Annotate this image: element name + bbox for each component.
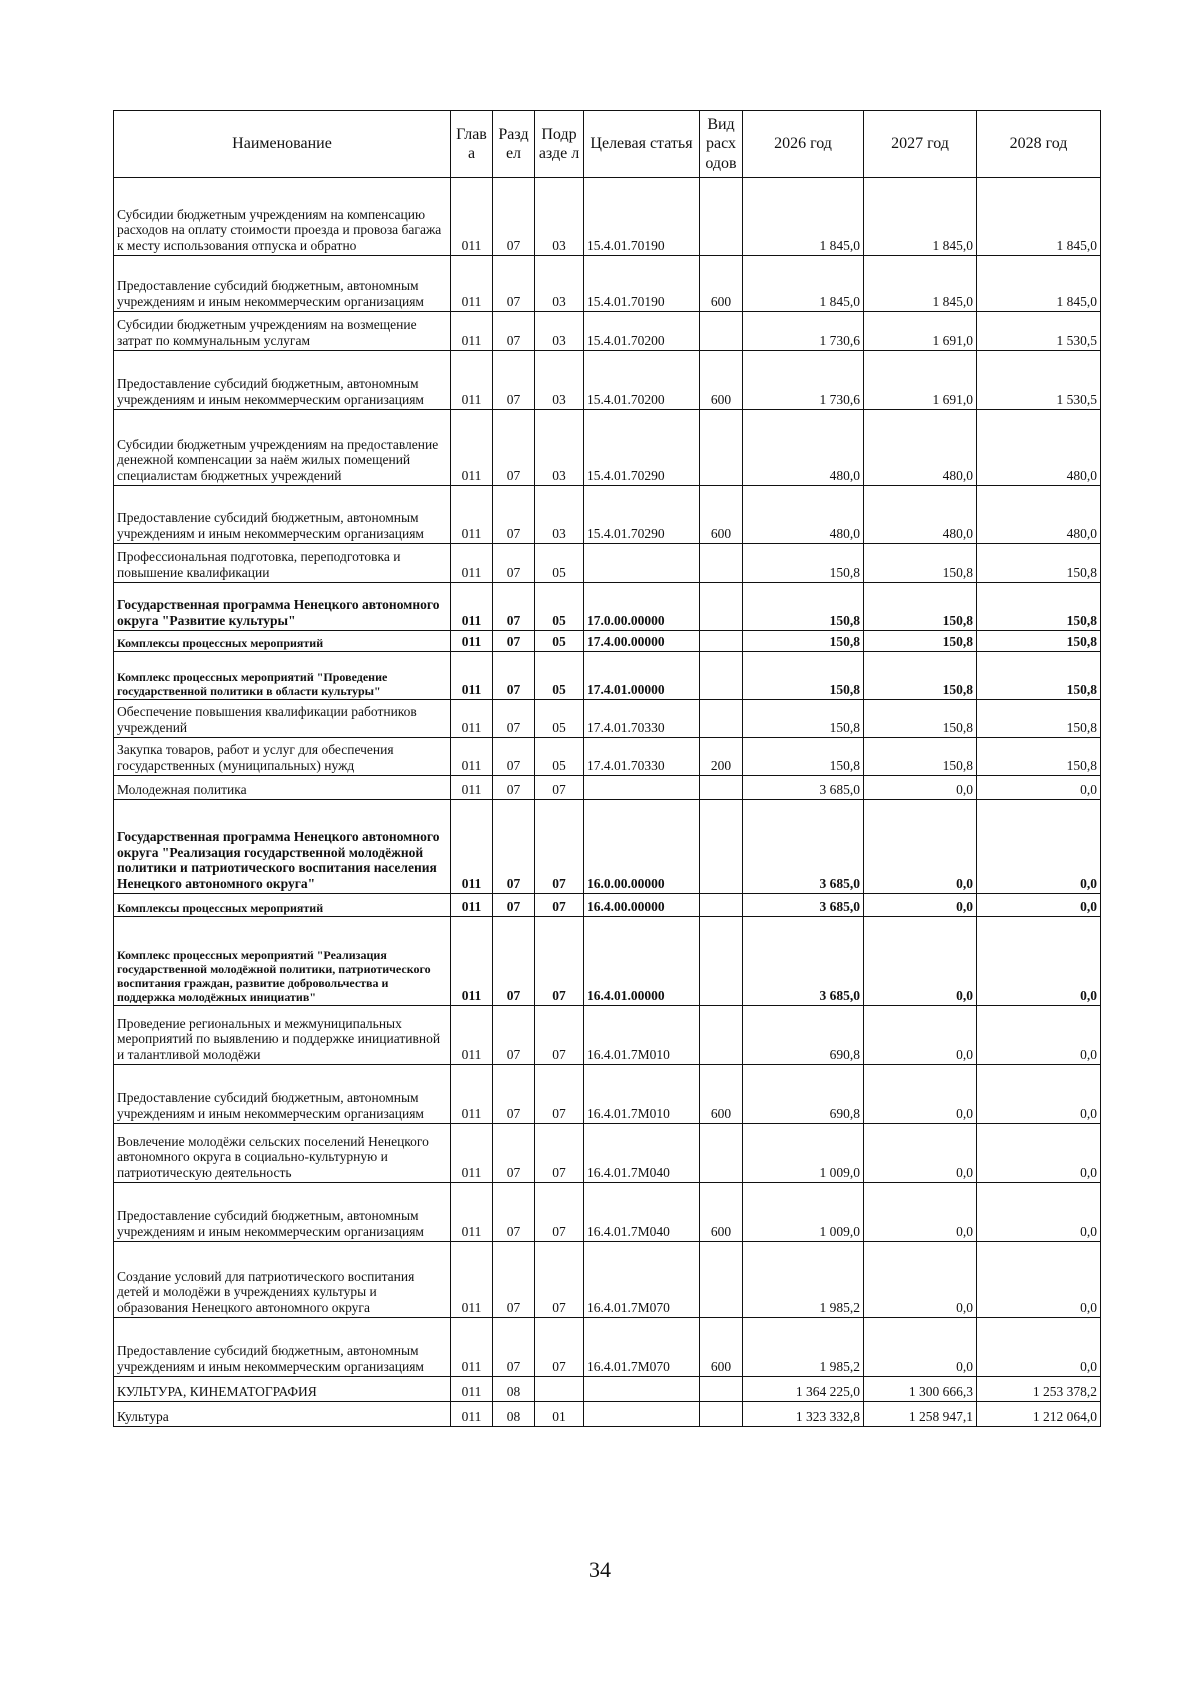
row-glava: 011 — [451, 178, 493, 256]
row-podrazdel: 03 — [535, 178, 584, 256]
row-value-2026: 1 009,0 — [743, 1183, 864, 1242]
header-year-2028: 2028 год — [977, 111, 1101, 178]
row-glava: 011 — [451, 486, 493, 544]
row-name: Субсидии бюджетным учреждениям на компенсацию расходов на оплату стоимости проезда и провоза багажа к месту использования отпуска и обратно — [114, 178, 451, 256]
row-name: Комплекс процессных мероприятий "Реализация государственной молодёжной политики, патриотического воспитания граждан, развитие добровольчества и поддержка молодёжных инициатив" — [114, 917, 451, 1006]
row-value-2028: 0,0 — [977, 1124, 1101, 1183]
row-glava: 011 — [451, 1242, 493, 1318]
row-razdel: 07 — [493, 776, 535, 800]
row-podrazdel: 07 — [535, 800, 584, 894]
row-name: Закупка товаров, работ и услуг для обеспечения государственных (муниципальных) нужд — [114, 738, 451, 776]
table-row — [114, 544, 1101, 583]
row-name: Культура — [114, 1402, 451, 1427]
row-name: Предоставление субсидий бюджетным, автономным учреждениям и иным некоммерческим организациям — [114, 256, 451, 312]
row-expense-type — [700, 178, 743, 256]
row-value-2027: 1 691,0 — [864, 312, 977, 351]
row-podrazdel: 07 — [535, 1006, 584, 1065]
row-value-2028: 480,0 — [977, 486, 1101, 544]
row-value-2028: 1 253 378,2 — [977, 1377, 1101, 1402]
row-name: Государственная программа Ненецкого автономного округа "Развитие культуры" — [114, 583, 451, 631]
row-target-article: 17.0.00.00000 — [584, 583, 700, 631]
row-target-article: 16.4.01.7М070 — [584, 1242, 700, 1318]
row-razdel: 07 — [493, 652, 535, 700]
row-value-2027: 1 691,0 — [864, 351, 977, 410]
row-razdel: 07 — [493, 1006, 535, 1065]
header-year-2027: 2027 год — [864, 111, 977, 178]
row-razdel: 07 — [493, 917, 535, 1006]
row-glava: 011 — [451, 738, 493, 776]
row-glava: 011 — [451, 312, 493, 351]
row-value-2028: 0,0 — [977, 1065, 1101, 1124]
table-row — [114, 738, 1101, 776]
row-target-article: 15.4.01.70290 — [584, 486, 700, 544]
row-value-2027: 150,8 — [864, 544, 977, 583]
row-podrazdel: 07 — [535, 1242, 584, 1318]
row-value-2028: 1 212 064,0 — [977, 1402, 1101, 1427]
row-target-article: 16.4.01.7М040 — [584, 1183, 700, 1242]
row-target-article: 16.0.00.00000 — [584, 800, 700, 894]
row-glava: 011 — [451, 776, 493, 800]
row-value-2027: 0,0 — [864, 894, 977, 917]
row-glava: 011 — [451, 1318, 493, 1377]
row-value-2027: 0,0 — [864, 1183, 977, 1242]
row-name: Проведение региональных и межмуниципальных мероприятий по выявлению и поддержке инициативной и талантливой молодёжи — [114, 1006, 451, 1065]
row-name: Субсидии бюджетным учреждениям на возмещение затрат по коммунальным услугам — [114, 312, 451, 351]
row-value-2026: 150,8 — [743, 631, 864, 652]
row-target-article — [584, 776, 700, 800]
row-podrazdel: 05 — [535, 738, 584, 776]
row-expense-type: 600 — [700, 1065, 743, 1124]
row-podrazdel: 03 — [535, 312, 584, 351]
row-target-article: 15.4.01.70290 — [584, 410, 700, 486]
header-podrazdel: Подр азде л — [535, 111, 584, 178]
row-value-2026: 150,8 — [743, 652, 864, 700]
row-razdel: 07 — [493, 894, 535, 917]
row-value-2028: 0,0 — [977, 1318, 1101, 1377]
row-value-2028: 0,0 — [977, 894, 1101, 917]
row-expense-type — [700, 410, 743, 486]
row-glava: 011 — [451, 1006, 493, 1065]
row-value-2026: 690,8 — [743, 1065, 864, 1124]
row-podrazdel: 03 — [535, 256, 584, 312]
header-target-article: Целевая статья — [584, 111, 700, 178]
row-target-article: 15.4.01.70200 — [584, 351, 700, 410]
row-value-2027: 1 845,0 — [864, 256, 977, 312]
row-target-article: 16.4.01.00000 — [584, 917, 700, 1006]
row-name: КУЛЬТУРА, КИНЕМАТОГРАФИЯ — [114, 1377, 451, 1402]
row-glava: 011 — [451, 894, 493, 917]
row-podrazdel: 03 — [535, 351, 584, 410]
row-target-article — [584, 1402, 700, 1427]
row-value-2027: 1 258 947,1 — [864, 1402, 977, 1427]
row-target-article — [584, 544, 700, 583]
table-row — [114, 917, 1101, 1006]
row-name: Комплекс процессных мероприятий "Проведение государственной политики в области культуры" — [114, 652, 451, 700]
row-expense-type — [700, 800, 743, 894]
row-name: Предоставление субсидий бюджетным, автономным учреждениям и иным некоммерческим организациям — [114, 486, 451, 544]
row-target-article: 15.4.01.70200 — [584, 312, 700, 351]
row-razdel: 08 — [493, 1377, 535, 1402]
row-glava: 011 — [451, 917, 493, 1006]
row-expense-type — [700, 1402, 743, 1427]
row-glava: 011 — [451, 1183, 493, 1242]
row-value-2028: 0,0 — [977, 776, 1101, 800]
row-razdel: 07 — [493, 351, 535, 410]
row-name: Создание условий для патриотического воспитания детей и молодёжи в учреждениях культуры и образования Ненецкого автономного округа — [114, 1242, 451, 1318]
header-year-2026: 2026 год — [743, 111, 864, 178]
row-podrazdel — [535, 1377, 584, 1402]
row-value-2026: 3 685,0 — [743, 800, 864, 894]
row-podrazdel: 05 — [535, 544, 584, 583]
row-expense-type — [700, 700, 743, 738]
row-name: Комплексы процессных мероприятий — [114, 631, 451, 652]
row-glava: 011 — [451, 1402, 493, 1427]
row-value-2027: 150,8 — [864, 631, 977, 652]
budget-table — [113, 110, 1101, 1427]
row-razdel: 07 — [493, 1242, 535, 1318]
row-value-2027: 150,8 — [864, 700, 977, 738]
row-value-2027: 0,0 — [864, 1242, 977, 1318]
row-value-2028: 150,8 — [977, 652, 1101, 700]
row-value-2028: 0,0 — [977, 917, 1101, 1006]
table-row — [114, 1006, 1101, 1065]
row-expense-type: 200 — [700, 738, 743, 776]
row-expense-type — [700, 652, 743, 700]
row-podrazdel: 07 — [535, 917, 584, 1006]
table-row — [114, 178, 1101, 256]
row-value-2027: 0,0 — [864, 917, 977, 1006]
row-expense-type: 600 — [700, 256, 743, 312]
row-value-2026: 1 730,6 — [743, 312, 864, 351]
row-expense-type — [700, 312, 743, 351]
row-value-2026: 150,8 — [743, 700, 864, 738]
row-razdel: 07 — [493, 631, 535, 652]
table-row — [114, 1377, 1101, 1402]
row-razdel: 08 — [493, 1402, 535, 1427]
row-value-2027: 0,0 — [864, 1124, 977, 1183]
row-podrazdel: 05 — [535, 700, 584, 738]
row-podrazdel: 07 — [535, 894, 584, 917]
row-value-2026: 1 845,0 — [743, 256, 864, 312]
row-expense-type — [700, 776, 743, 800]
row-target-article: 15.4.01.70190 — [584, 256, 700, 312]
row-razdel: 07 — [493, 583, 535, 631]
row-value-2028: 1 530,5 — [977, 351, 1101, 410]
table-row — [114, 894, 1101, 917]
row-value-2027: 0,0 — [864, 800, 977, 894]
row-glava: 011 — [451, 256, 493, 312]
row-value-2026: 690,8 — [743, 1006, 864, 1065]
row-name: Обеспечение повышения квалификации работников учреждений — [114, 700, 451, 738]
row-expense-type — [700, 917, 743, 1006]
row-target-article: 16.4.01.7М070 — [584, 1318, 700, 1377]
header-expense-type: Вид расх одов — [700, 111, 743, 178]
row-glava: 011 — [451, 800, 493, 894]
row-value-2028: 1 845,0 — [977, 178, 1101, 256]
row-value-2026: 150,8 — [743, 738, 864, 776]
row-target-article: 16.4.01.7М040 — [584, 1124, 700, 1183]
row-value-2027: 0,0 — [864, 1006, 977, 1065]
row-razdel: 07 — [493, 486, 535, 544]
row-target-article: 15.4.01.70190 — [584, 178, 700, 256]
row-name: Государственная программа Ненецкого автономного округа "Реализация государственной молодёжной политики и патриотического воспитания населения Ненецкого автономного округа" — [114, 800, 451, 894]
row-podrazdel: 07 — [535, 1065, 584, 1124]
row-value-2028: 0,0 — [977, 1242, 1101, 1318]
row-razdel: 07 — [493, 1124, 535, 1183]
row-glava: 011 — [451, 1377, 493, 1402]
row-podrazdel: 07 — [535, 1183, 584, 1242]
row-value-2027: 0,0 — [864, 1318, 977, 1377]
table-row — [114, 800, 1101, 894]
row-target-article: 16.4.01.7М010 — [584, 1006, 700, 1065]
row-expense-type — [700, 544, 743, 583]
row-razdel: 07 — [493, 1318, 535, 1377]
row-value-2028: 0,0 — [977, 1183, 1101, 1242]
row-name: Предоставление субсидий бюджетным, автономным учреждениям и иным некоммерческим организациям — [114, 351, 451, 410]
table-row — [114, 1318, 1101, 1377]
row-name: Предоставление субсидий бюджетным, автономным учреждениям и иным некоммерческим организациям — [114, 1065, 451, 1124]
row-value-2026: 1 985,2 — [743, 1318, 864, 1377]
row-name: Вовлечение молодёжи сельских поселений Ненецкого автономного округа в социально-культурную и патриотическую деятельность — [114, 1124, 451, 1183]
row-expense-type — [700, 1124, 743, 1183]
row-glava: 011 — [451, 652, 493, 700]
row-value-2027: 480,0 — [864, 486, 977, 544]
header-razdel: Разд ел — [493, 111, 535, 178]
row-expense-type: 600 — [700, 1318, 743, 1377]
row-value-2028: 0,0 — [977, 1006, 1101, 1065]
row-value-2028: 150,8 — [977, 738, 1101, 776]
table-row — [114, 486, 1101, 544]
row-value-2027: 1 300 666,3 — [864, 1377, 977, 1402]
row-value-2026: 1 845,0 — [743, 178, 864, 256]
row-expense-type: 600 — [700, 1183, 743, 1242]
table-row — [114, 1183, 1101, 1242]
row-value-2028: 150,8 — [977, 700, 1101, 738]
row-glava: 011 — [451, 700, 493, 738]
row-glava: 011 — [451, 631, 493, 652]
row-glava: 011 — [451, 351, 493, 410]
row-value-2026: 1 323 332,8 — [743, 1402, 864, 1427]
table-header-row — [114, 111, 1101, 178]
row-razdel: 07 — [493, 738, 535, 776]
row-name: Комплексы процессных мероприятий — [114, 894, 451, 917]
table-row — [114, 256, 1101, 312]
row-expense-type — [700, 1006, 743, 1065]
row-value-2026: 3 685,0 — [743, 917, 864, 1006]
row-expense-type — [700, 894, 743, 917]
row-name: Предоставление субсидий бюджетным, автономным учреждениям и иным некоммерческим организациям — [114, 1318, 451, 1377]
row-podrazdel: 01 — [535, 1402, 584, 1427]
row-name: Субсидии бюджетным учреждениям на предоставление денежной компенсации за наём жилых помещений специалистам бюджетных учреждений — [114, 410, 451, 486]
row-value-2026: 480,0 — [743, 410, 864, 486]
row-target-article: 17.4.01.70330 — [584, 738, 700, 776]
row-value-2026: 480,0 — [743, 486, 864, 544]
row-value-2026: 150,8 — [743, 544, 864, 583]
row-value-2028: 0,0 — [977, 800, 1101, 894]
row-value-2028: 150,8 — [977, 631, 1101, 652]
table-row — [114, 312, 1101, 351]
row-glava: 011 — [451, 1124, 493, 1183]
row-target-article — [584, 1377, 700, 1402]
row-podrazdel: 03 — [535, 410, 584, 486]
row-glava: 011 — [451, 544, 493, 583]
row-value-2026: 150,8 — [743, 583, 864, 631]
row-razdel: 07 — [493, 700, 535, 738]
row-podrazdel: 07 — [535, 1124, 584, 1183]
row-value-2027: 150,8 — [864, 652, 977, 700]
row-expense-type — [700, 583, 743, 631]
row-name: Профессиональная подготовка, переподготовка и повышение квалификации — [114, 544, 451, 583]
row-target-article: 17.4.01.00000 — [584, 652, 700, 700]
row-value-2028: 1 845,0 — [977, 256, 1101, 312]
page-number: 34 — [589, 1557, 611, 1582]
row-expense-type — [700, 1377, 743, 1402]
row-razdel: 07 — [493, 800, 535, 894]
row-value-2026: 3 685,0 — [743, 776, 864, 800]
row-value-2026: 1 009,0 — [743, 1124, 864, 1183]
row-value-2027: 1 845,0 — [864, 178, 977, 256]
table-row — [114, 1402, 1101, 1427]
row-value-2026: 1 985,2 — [743, 1242, 864, 1318]
table-row — [114, 652, 1101, 700]
row-razdel: 07 — [493, 178, 535, 256]
row-podrazdel: 05 — [535, 583, 584, 631]
table-row — [114, 351, 1101, 410]
row-podrazdel: 07 — [535, 776, 584, 800]
row-glava: 011 — [451, 1065, 493, 1124]
row-podrazdel: 05 — [535, 631, 584, 652]
row-podrazdel: 07 — [535, 1318, 584, 1377]
row-razdel: 07 — [493, 312, 535, 351]
row-glava: 011 — [451, 583, 493, 631]
row-value-2027: 480,0 — [864, 410, 977, 486]
row-razdel: 07 — [493, 1183, 535, 1242]
row-podrazdel: 03 — [535, 486, 584, 544]
row-target-article: 16.4.00.00000 — [584, 894, 700, 917]
row-value-2027: 150,8 — [864, 738, 977, 776]
row-name: Молодежная политика — [114, 776, 451, 800]
table-row — [114, 700, 1101, 738]
row-razdel: 07 — [493, 544, 535, 583]
table-body — [114, 178, 1101, 1427]
row-razdel: 07 — [493, 410, 535, 486]
row-razdel: 07 — [493, 256, 535, 312]
row-razdel: 07 — [493, 1065, 535, 1124]
row-target-article: 17.4.00.00000 — [584, 631, 700, 652]
table-row — [114, 776, 1101, 800]
row-expense-type: 600 — [700, 351, 743, 410]
row-value-2027: 150,8 — [864, 583, 977, 631]
row-glava: 011 — [451, 410, 493, 486]
row-value-2027: 0,0 — [864, 776, 977, 800]
row-value-2028: 1 530,5 — [977, 312, 1101, 351]
row-podrazdel: 05 — [535, 652, 584, 700]
table-row — [114, 410, 1101, 486]
table-row — [114, 1065, 1101, 1124]
row-value-2028: 150,8 — [977, 544, 1101, 583]
row-value-2028: 480,0 — [977, 410, 1101, 486]
row-expense-type: 600 — [700, 486, 743, 544]
table-row — [114, 1242, 1101, 1318]
table-row — [114, 631, 1101, 652]
row-value-2026: 3 685,0 — [743, 894, 864, 917]
table-row — [114, 583, 1101, 631]
row-value-2028: 150,8 — [977, 583, 1101, 631]
header-name: Наименование — [114, 111, 451, 178]
table-row — [114, 1124, 1101, 1183]
row-value-2027: 0,0 — [864, 1065, 977, 1124]
header-glava: Глав а — [451, 111, 493, 178]
row-value-2026: 1 364 225,0 — [743, 1377, 864, 1402]
row-target-article: 16.4.01.7М010 — [584, 1065, 700, 1124]
row-value-2026: 1 730,6 — [743, 351, 864, 410]
row-name: Предоставление субсидий бюджетным, автономным учреждениям и иным некоммерческим организациям — [114, 1183, 451, 1242]
row-expense-type — [700, 1242, 743, 1318]
row-target-article: 17.4.01.70330 — [584, 700, 700, 738]
row-expense-type — [700, 631, 743, 652]
